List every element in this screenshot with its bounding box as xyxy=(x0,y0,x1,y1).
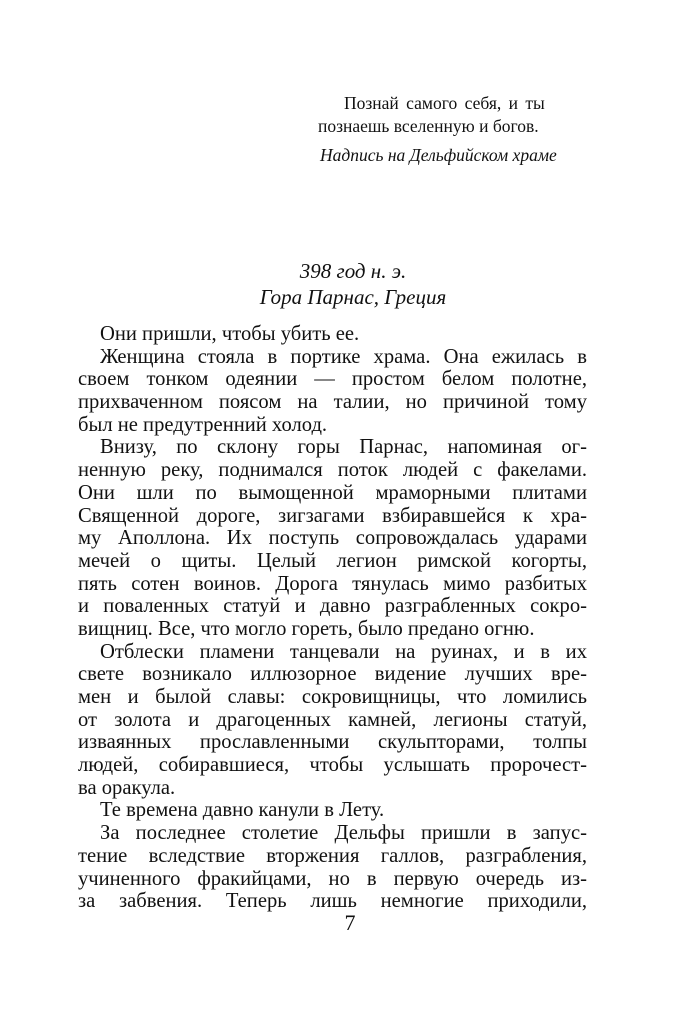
text-line: мечей о щиты. Целый легион римской когорты, xyxy=(78,549,587,572)
page-number: 7 xyxy=(344,910,356,935)
text-line: Те времена давно канули в Лету. xyxy=(100,799,385,822)
epigraph-line: познаешь вселенную и богов. xyxy=(318,116,539,136)
text-line: людей, собиравшиеся, чтобы услышать пророчест- xyxy=(78,754,587,777)
text-line: вищниц. Все, что могло гореть, было предано огню. xyxy=(78,617,535,640)
text-line: был не предутренний холод. xyxy=(78,413,328,436)
text-line: своем тонком одеянии — простом белом полотне, xyxy=(78,368,587,391)
text-line: учиненного фракийцами, но в первую очередь из- xyxy=(78,867,587,890)
text-line: За последнее столетие Дельфы пришли в запус- xyxy=(100,822,587,845)
text-line: Они пришли, чтобы убить ее. xyxy=(100,323,360,345)
text-line: прихваченном поясом на талии, но причиной тому xyxy=(78,391,587,414)
text-line: изваянных прославленными скульпторами, толпы xyxy=(78,731,587,754)
heading-place: Гора Парнас, Греция xyxy=(259,285,447,309)
text-line: от золота и драгоценных камней, легионы статуй, xyxy=(78,708,587,731)
text-line: Они шли по вымощенной мраморными плитами xyxy=(78,481,587,504)
epigraph-line: Познай самого себя, и ты xyxy=(344,93,545,113)
text-line: тение вследствие вторжения галлов, разграбления, xyxy=(78,844,587,867)
text-line: Внизу, по склону горы Парнас, напоминая ог- xyxy=(100,436,587,459)
text-line: Отблески пламени танцевали на руинах, и в их xyxy=(100,640,587,663)
text-line: му Аполлона. Их поступь сопровождалась ударами xyxy=(78,527,587,550)
text-line: ненную реку, поднимался поток людей с факелами. xyxy=(78,459,587,482)
text-line: за забвения. Теперь лишь немногие приходили, xyxy=(78,890,587,913)
text-line: Женщина стояла в портике храма. Она ежилась в xyxy=(100,345,587,368)
text-line: Священной дороге, зигзагами взбиравшейся к хра- xyxy=(78,504,587,527)
text-line: и поваленных статуй и давно разграбленных сокро- xyxy=(78,595,587,618)
body-text xyxy=(78,323,587,913)
epigraph xyxy=(318,92,584,167)
text-line: пять сотен воинов. Дорога тянулась мимо разбитых xyxy=(78,572,587,595)
text-line: ва оракула. xyxy=(78,776,176,799)
epigraph-source: Надпись на Дельфийском храме xyxy=(320,145,557,165)
heading-date: 398 год н. э. xyxy=(299,259,407,283)
text-line: свете возникало иллюзорное видение лучших вре- xyxy=(78,663,587,686)
chapter-heading xyxy=(0,258,692,310)
text-line: мен и былой славы: сокровищницы, что ломились xyxy=(78,686,587,708)
